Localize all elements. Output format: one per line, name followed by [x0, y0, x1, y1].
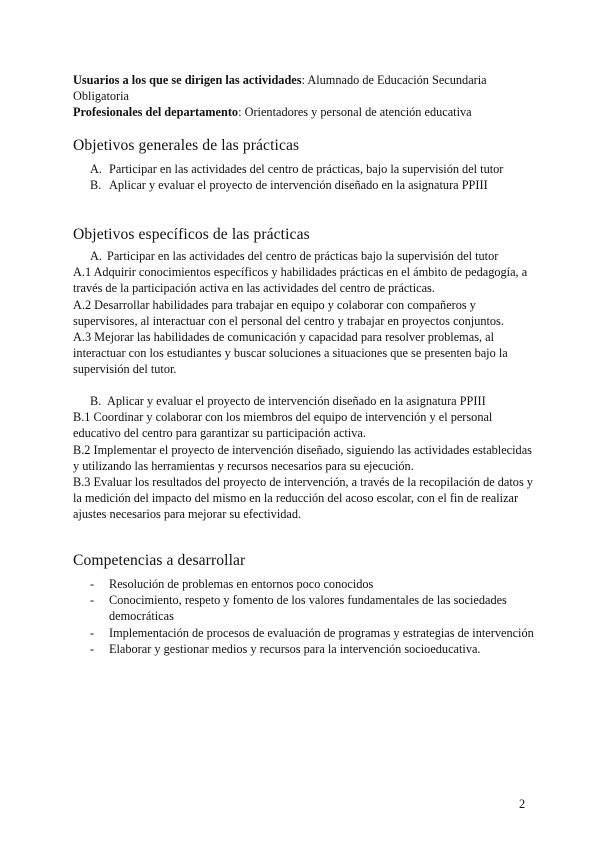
specific-objectives-group-b	[73, 393, 538, 523]
specific-objective-b1: B.1 Coordinar y colaborar con los miembros del equipo de intervención y el personal educativo del centro para garantizar su participación activa.	[73, 410, 493, 441]
general-objectives-heading: Objetivos generales de las prácticas	[73, 137, 300, 154]
competencia-item	[90, 576, 540, 592]
department-staff-label: Profesionales del departamento	[73, 105, 239, 120]
group-a-heading	[90, 248, 538, 264]
specific-objective-a1: A.1 Adquirir conocimientos específicos y habilidades prácticas en el ámbito de pedagogía, a través de la participación activa en las actividades del centro de prácticas.	[73, 265, 528, 296]
list-marker: B.	[90, 394, 102, 408]
specific-objective-a3: A.3 Mejorar las habilidades de comunicación y capacidad para resolver problemas, al interactuar con los estudiantes y buscar soluciones a situaciones que se presenten bajo la supervisión del tutor.	[73, 330, 508, 377]
activity-meta	[73, 72, 543, 121]
competencia-text: Implementación de procesos de evaluación de programas y estrategias de intervención	[109, 625, 534, 640]
general-objective-text: Aplicar y evaluar el proyecto de intervención diseñado en la asignatura PPIII	[109, 178, 488, 193]
general-objective-text: Participar en las actividades del centro de prácticas, bajo la supervisión del tutor	[109, 162, 504, 176]
target-users-value: : Alumnado de Educación Secundaria Obligatoria	[73, 73, 487, 104]
list-marker: A.	[90, 162, 102, 176]
competencias-list	[90, 576, 540, 657]
group-b-heading-line	[73, 393, 538, 409]
list-marker: -	[90, 593, 95, 608]
list-marker: -	[90, 577, 95, 591]
list-marker: B.	[90, 178, 102, 193]
competencia-item	[90, 625, 540, 641]
group-a-heading-line	[73, 248, 538, 264]
target-users-line	[73, 72, 543, 104]
specific-objective-b2: B.2 Implementar el proyecto de intervención diseñado, siguiendo las actividades establecidas y utilizando las herramientas y recursos necesarios para su ejecución.	[73, 442, 532, 473]
group-a-heading-text: Participar en las actividades del centro de prácticas bajo la supervisión del tutor	[107, 249, 499, 263]
general-objectives-list	[90, 161, 540, 193]
competencia-text: Elaborar y gestionar medios y recursos para la intervención socioeducativa.	[109, 641, 481, 656]
general-objective-item	[90, 161, 540, 177]
target-users-label: Usuarios a los que se dirigen las actividades	[73, 73, 302, 87]
list-marker: -	[90, 625, 95, 640]
specific-objective-b3: B.3 Evaluar los resultados del proyecto de intervención, a través de la recopilación de datos y la medición del impacto del mismo en la reducción del acoso escolar, con el fin de realizar ajustes necesarios para mejorar su efectividad.	[73, 475, 533, 522]
specific-objectives-heading: Objetivos específicos de las prácticas	[73, 226, 310, 243]
page-number: 2	[519, 797, 526, 811]
department-staff-line	[73, 104, 543, 120]
competencia-text: Conocimiento, respeto y fomento de los valores fundamentales de las sociedades democráticas	[109, 593, 507, 624]
list-marker: -	[90, 641, 95, 656]
group-b-heading	[90, 393, 538, 409]
competencia-text: Resolución de problemas en entornos poco conocidos	[109, 577, 374, 591]
competencia-item	[90, 641, 540, 657]
competencia-item	[90, 592, 540, 624]
group-b-heading-text: Aplicar y evaluar el proyecto de intervención diseñado en la asignatura PPIII	[107, 394, 486, 408]
specific-objectives-group-a	[73, 248, 538, 378]
department-staff-value: : Orientadores y personal de atención educativa	[238, 105, 472, 120]
list-marker: A.	[90, 249, 102, 263]
competencias-heading: Competencias a desarrollar	[73, 552, 246, 569]
specific-objective-a2: A.2 Desarrollar habilidades para trabajar en equipo y colaborar con compañeros y supervisores, al interactuar con el personal del centro y trabajar en proyectos conjuntos.	[73, 297, 504, 328]
general-objective-item	[90, 177, 540, 193]
